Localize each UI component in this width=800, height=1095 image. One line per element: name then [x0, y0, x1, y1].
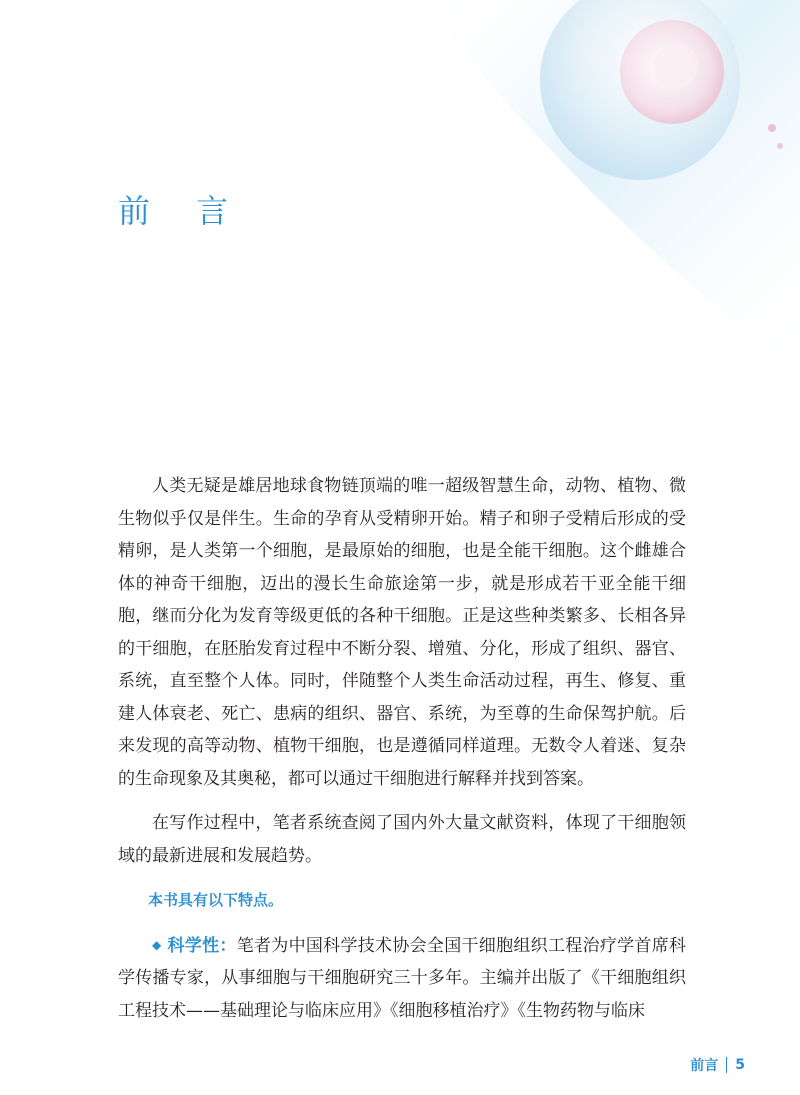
diamond-bullet-icon: ◆: [152, 937, 162, 952]
page-footer: [690, 1055, 745, 1075]
footer-divider: [726, 1057, 727, 1073]
features-heading: 本书具有以下特点。: [148, 891, 284, 909]
page-title: 前 言: [118, 192, 247, 230]
footer-section: 前言: [690, 1058, 719, 1074]
page-number: 5: [735, 1057, 745, 1073]
body-text: [118, 470, 686, 1044]
feature-text: 笔者为中国科学技术协会全国干细胞组织工程治疗学首席科学传播专家，从事细胞与干细胞研究三十多年。主编并出版了《干细胞组织工程技术——基础理论与临床应用》《细胞移植治疗》《生物药物与临床: [118, 935, 687, 1021]
feature-item: [118, 929, 686, 1028]
cell-illustration: [380, 0, 800, 440]
paragraph: 在写作过程中，笔者系统查阅了国内外大量文献资料，体现了干细胞领域的最新进展和发展趋势。: [118, 813, 686, 866]
feature-label: 科学性：: [167, 935, 237, 956]
paragraph: 人类无疑是雄居地球食物链顶端的唯一超级智慧生命，动物、植物、微生物似乎仅是伴生。生命的孕育从受精卵开始。精子和卵子受精后形成的受精卵，是人类第一个细胞，是最原始的细胞，也是全能干细胞。这个雌雄合体的神奇干细胞，迈出的漫长生命旅途第一步，就是形成若干亚全能干细胞，继而分化为发育等级更低的各种干细胞。正是这些种类繁多、长相各异的干细胞，在胚胎发育过程中不断分裂、增殖、分化，形成了组织、器官、系统，直至整个人体。同时，伴随整个人类生命活动过程，再生、修复、重建人体衰老、死亡、患病的组织、器官、系统，为至尊的生命保驾护航。后来发现的高等动物、植物干细胞，也是遵循同样道理。无数令人着迷、复杂的生命现象及其奥秘，都可以通过干细胞进行解释并找到答案。: [118, 476, 686, 789]
